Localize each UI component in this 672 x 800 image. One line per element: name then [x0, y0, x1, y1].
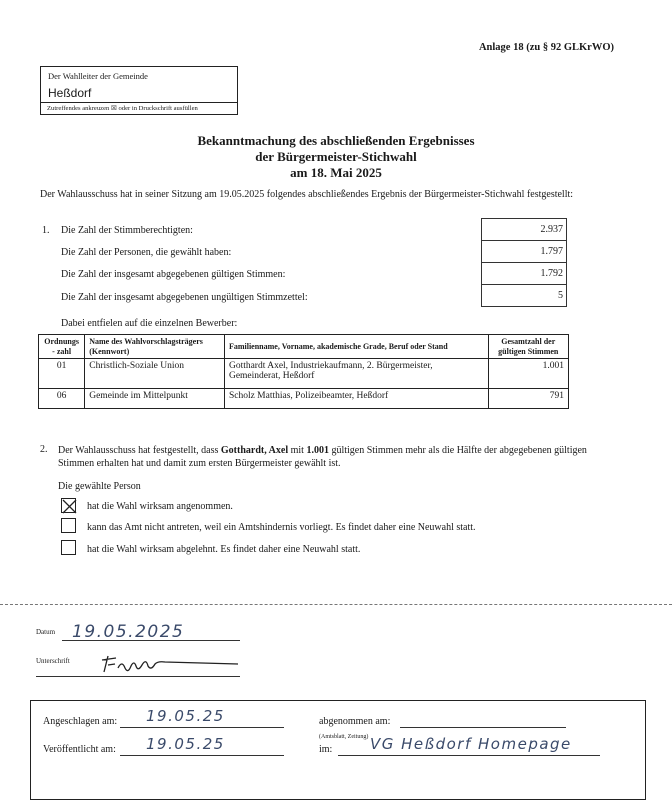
- taken-down-line: [400, 727, 566, 728]
- taken-down-label: abgenommen am:: [319, 716, 391, 727]
- date-label: Datum: [36, 628, 56, 636]
- cell-person: Scholz Matthias, Polizeibeamter, Heßdorf: [224, 389, 488, 409]
- issuer-name: Heßdorf: [48, 86, 92, 100]
- annex-reference: Anlage 18 (zu § 92 GLKrWO): [478, 42, 614, 53]
- published-label: Veröffentlicht am:: [43, 744, 116, 755]
- header-proposal: Name des Wahlvorschlagsträgers (Kennwort): [85, 335, 225, 359]
- handwritten-signature: [98, 652, 248, 678]
- date-handwritten: 19.05.2025: [72, 622, 185, 642]
- voters-value: 1.797: [481, 240, 567, 263]
- cell-order: 01: [39, 359, 85, 389]
- elected-person-label: Die gewählte Person: [58, 481, 141, 492]
- header-order: Ordnungs - zahl: [39, 335, 85, 359]
- cell-person: Gotthardt Axel, Industriekaufmann, 2. Bürgermeister, Gemeinderat, Heßdorf: [224, 359, 488, 389]
- document-title: [0, 133, 672, 181]
- medium-value: VG Heßdorf Homepage: [370, 735, 572, 753]
- section-2-text: [58, 444, 618, 470]
- eligible-voters-value: 2.937: [481, 218, 567, 241]
- checkmark-x-icon: [62, 499, 77, 514]
- medium-sublabel: (Amtsblatt, Zeitung): [319, 734, 369, 740]
- cell-votes: 791: [488, 389, 568, 409]
- candidates-table: [38, 334, 569, 409]
- cell-proposal: Christlich-Soziale Union: [85, 359, 225, 389]
- cell-votes: 1.001: [488, 359, 568, 389]
- candidates-intro: Dabei entfielen auf die einzelnen Bewerber:: [61, 318, 238, 329]
- title-line-3: am 18. Mai 2025: [290, 165, 382, 180]
- published-value: 19.05.25: [146, 735, 225, 753]
- issuer-footnote: Zutreffendes ankreuzen ☒ oder in Druckschrift ausfüllen: [41, 102, 237, 114]
- posted-line: [120, 727, 284, 728]
- section-2-text-after: gültigen Stimmen mehr als die Hälfte der abgegebenen gültigen Stimmen erhalten hat und damit zum ersten Bürgermeister gewählt ist.: [58, 445, 587, 469]
- issuer-label: Der Wahlleiter der Gemeinde: [48, 71, 148, 81]
- table-row: [39, 359, 569, 389]
- cell-order: 06: [39, 389, 85, 409]
- valid-votes-value: 1.792: [481, 262, 567, 285]
- header-votes: Gesamtzahl der gültigen Stimmen: [488, 335, 568, 359]
- section-2-text-before: Der Wahlausschuss hat festgestellt, dass: [58, 445, 221, 456]
- table-header-row: [39, 335, 569, 359]
- table-row: [39, 389, 569, 409]
- option-accepted-checkbox[interactable]: [61, 498, 76, 513]
- medium-label: im:: [319, 744, 333, 755]
- separator-line: [0, 604, 672, 605]
- option-impediment-label: kann das Amt nicht antreten, weil ein Amtshindernis vorliegt. Es findet daher eine Neuwahl statt.: [87, 522, 476, 533]
- header-person: Familienname, Vorname, akademische Grade, Beruf oder Stand: [224, 335, 488, 359]
- posted-label: Angeschlagen am:: [43, 716, 118, 727]
- option-declined-label: hat die Wahl wirksam abgelehnt. Es findet daher eine Neuwahl statt.: [87, 544, 361, 555]
- eligible-voters-label: Die Zahl der Stimmberechtigten:: [61, 225, 193, 236]
- voters-label: Die Zahl der Personen, die gewählt haben:: [61, 247, 232, 258]
- section-2-text-mid: mit: [288, 445, 307, 456]
- medium-line: [338, 755, 600, 756]
- signature-label: Unterschrift: [36, 657, 70, 665]
- title-line-2: der Bürgermeister-Stichwahl: [255, 149, 417, 164]
- option-declined-checkbox[interactable]: [61, 540, 76, 555]
- posted-value: 19.05.25: [146, 707, 225, 725]
- valid-votes-label: Die Zahl der insgesamt abgegebenen gültigen Stimmen:: [61, 269, 286, 280]
- winner-votes: 1.001: [306, 445, 329, 456]
- cell-proposal: Gemeinde im Mittelpunkt: [85, 389, 225, 409]
- winner-name: Gotthardt, Axel: [220, 445, 289, 456]
- section-2-number: 2.: [40, 444, 48, 455]
- option-accepted-label: hat die Wahl wirksam angenommen.: [87, 501, 233, 512]
- published-line: [120, 755, 284, 756]
- invalid-ballots-label: Die Zahl der insgesamt abgegebenen ungültigen Stimmzettel:: [61, 292, 308, 303]
- invalid-ballots-value: 5: [481, 284, 567, 307]
- issuer-box: [40, 66, 238, 115]
- section-1-number: 1.: [42, 225, 50, 236]
- intro-text: Der Wahlausschuss hat in seiner Sitzung am 19.05.2025 folgendes abschließendes Ergebnis der Bürgermeister-Stichwahl festgestellt:: [40, 189, 574, 200]
- option-impediment-checkbox[interactable]: [61, 518, 76, 533]
- title-line-1: Bekanntmachung des abschließenden Ergebnisses: [197, 133, 475, 148]
